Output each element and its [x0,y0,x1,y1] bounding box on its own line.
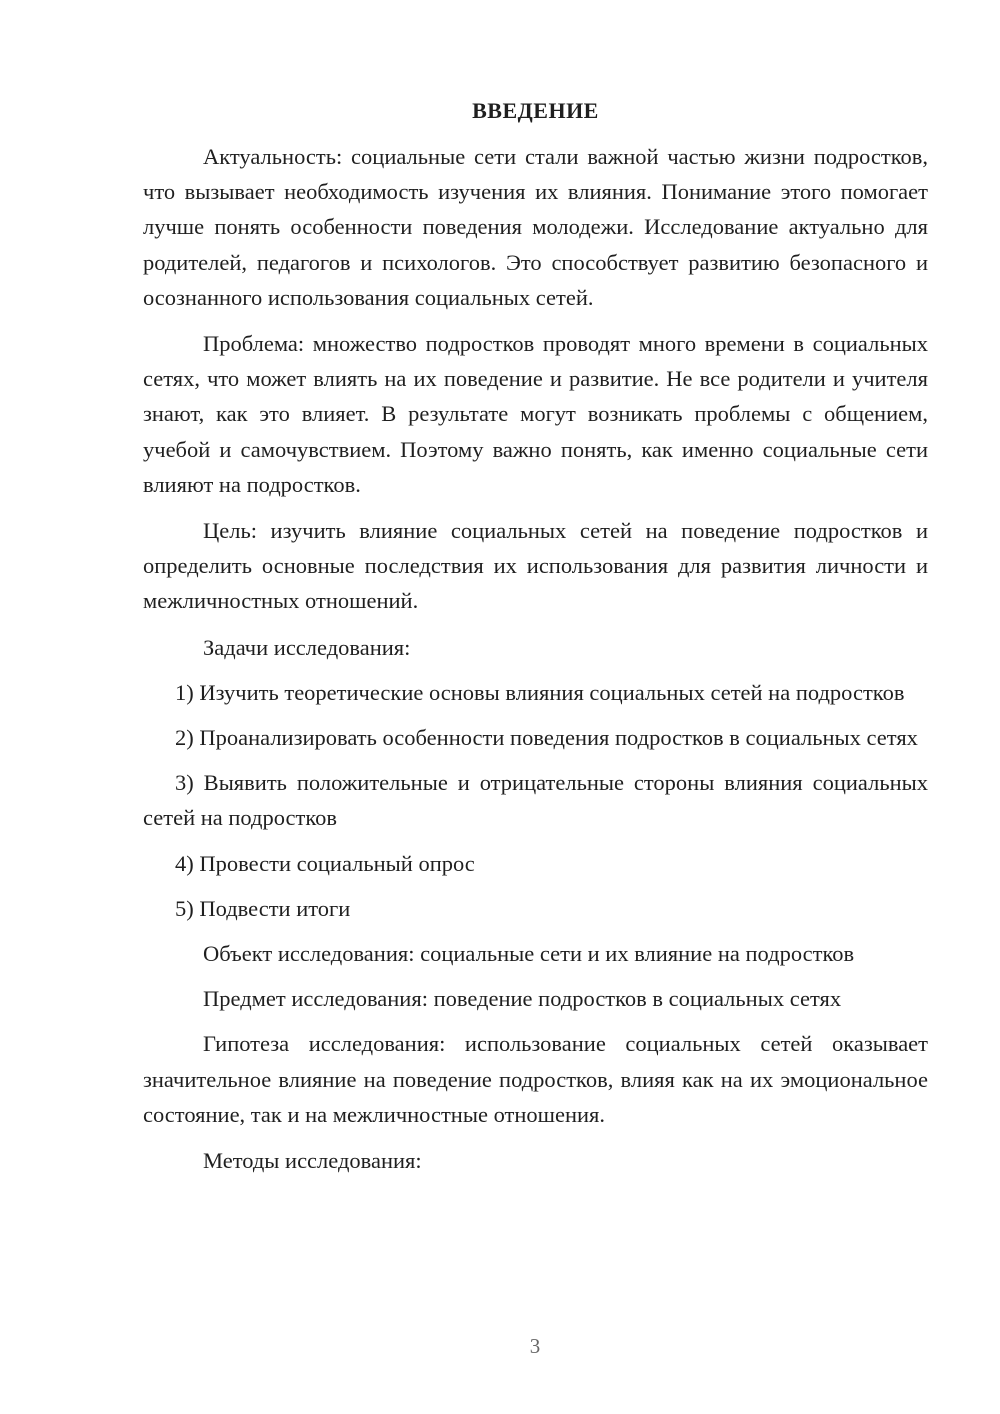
object-paragraph: Объект исследования: социальные сети и их влияние на подростков [203,941,855,967]
goal-paragraph: Цель: изучить влияние социальных сетей на поведение подростков и определить основные последствия их использования для развития личности и межличностных отношений. [143,518,928,614]
task-item-1: 1) Изучить теоретические основы влияния социальных сетей на подростков [175,679,905,705]
task-item-2: 2) Проанализировать особенности поведения подростков в социальных сетях [175,725,918,751]
task-item-3: 3) Выявить положительные и отрицательные стороны влияния социальных сетей на подростков [143,770,928,831]
hypothesis-paragraph: Гипотеза исследования: использование социальных сетей оказывает значительное влияние на поведение подростков, влияя как на их эмоциональное состояние, так и на межличностные отношения. [143,1031,928,1127]
relevance-paragraph: Актуальность: социальные сети стали важной частью жизни подростков, что вызывает необходимость изучения их влияния. Понимание этого помогает лучше понять особенности поведения молодежи. Исследование актуально для родителей, педагогов и психологов. Это способствует развитию безопасного и осознанного использования социальных сетей. [143,144,928,310]
task-item-5: 5) Подвести итоги [175,895,351,921]
section-title: ВВЕДЕНИЕ [472,98,599,123]
page-number: 3 [529,1334,541,1358]
subject-paragraph: Предмет исследования: поведение подростков в социальных сетях [203,986,842,1012]
task-item-4: 4) Провести социальный опрос [175,850,475,876]
methods-heading: Методы исследования: [203,1148,422,1174]
tasks-heading: Задачи исследования: [203,634,411,660]
tasks-list [143,675,928,926]
document-body [143,95,928,1178]
problem-paragraph: Проблема: множество подростков проводят много времени в социальных сетях, что может влиять на их поведение и развитие. Не все родители и учителя знают, как это влияет. В результате могут возникать проблемы с общением, учебой и самочувствием. Поэтому важно понять, как именно социальные сети влияют на подростков. [143,331,928,497]
